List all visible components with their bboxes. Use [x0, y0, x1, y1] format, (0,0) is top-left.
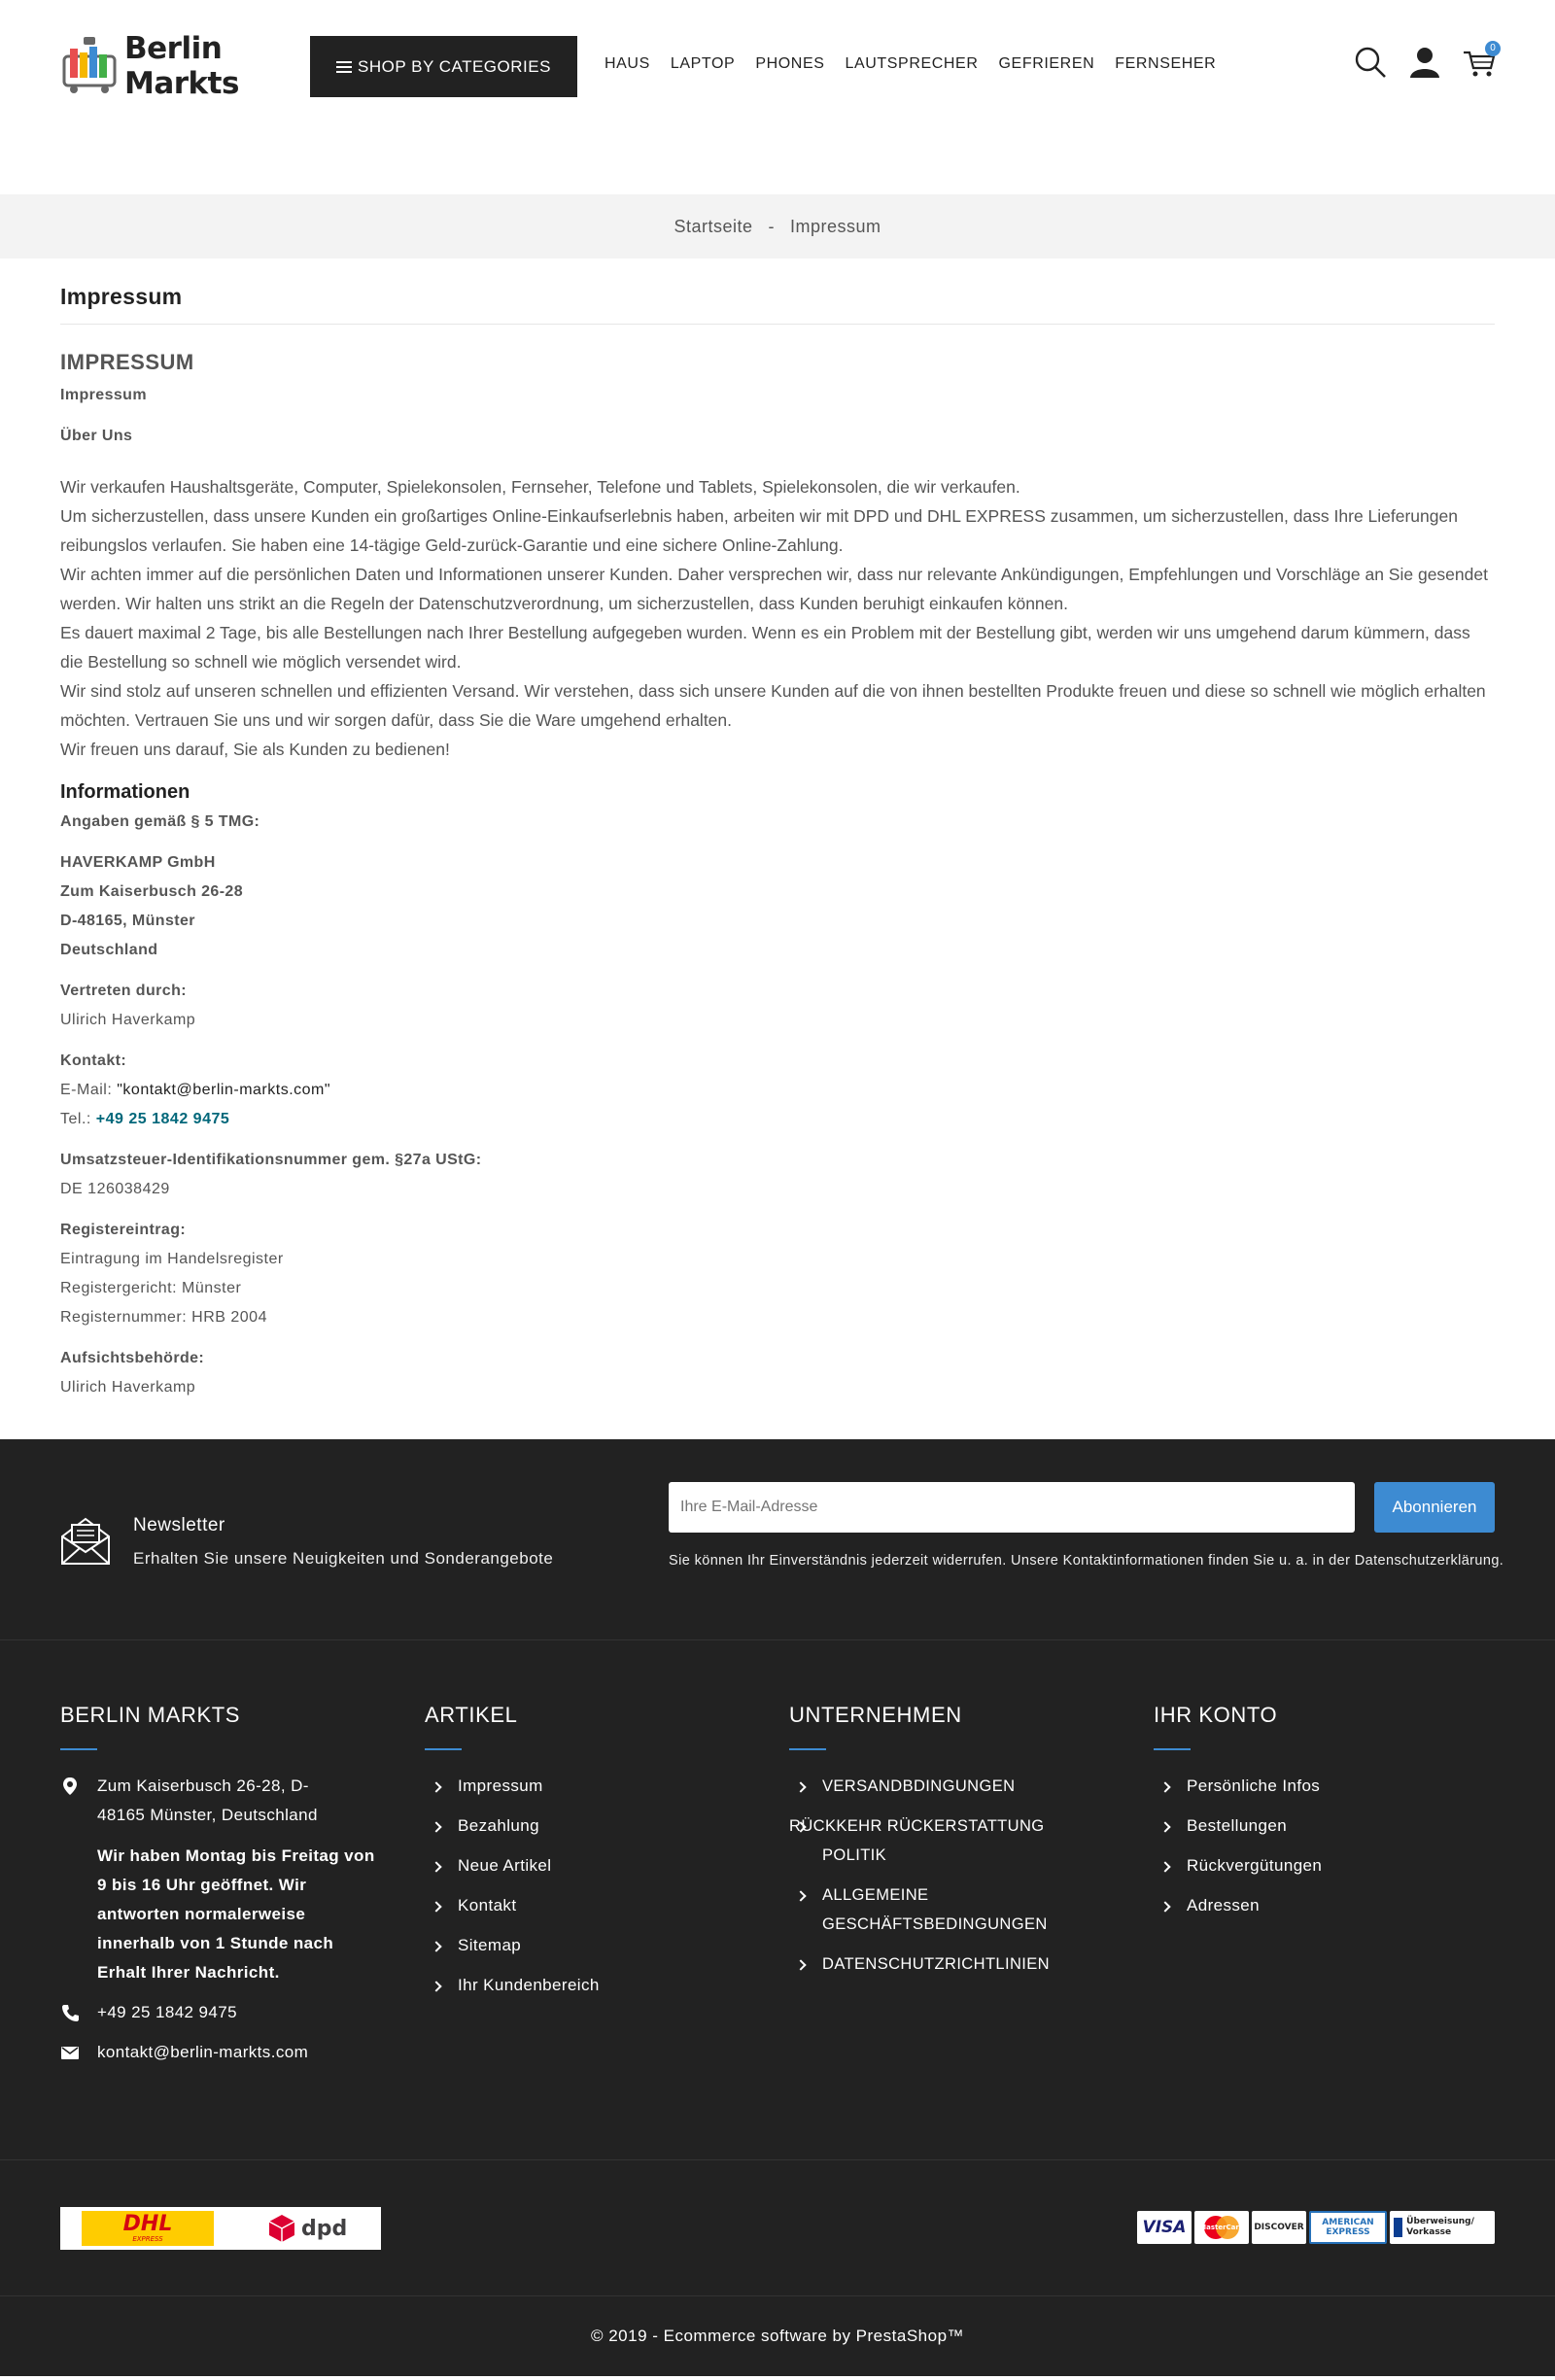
- cms-title: IMPRESSUM: [60, 350, 194, 374]
- about-paragraph: Um sicherzustellen, dass unsere Kunden ein großartiges Online-Einkaufserlebnis haben, arbeiten wir mit DPD und DHL EXPRESS zusammen, um sicherzustellen, dass Ihre Lieferungen reibungslos verlaufen. Sie haben eine 14-tägige Geld-zurück-Garantie und eine sichere Online-Zahlung.: [60, 506, 1458, 555]
- breadcrumb-current: Impressum: [790, 216, 881, 236]
- about-paragraph: Wir freuen uns darauf, Sie als Kunden zu bedienen!: [60, 740, 450, 759]
- footer-link-neue-artikel[interactable]: [425, 1851, 745, 1880]
- footer-link-label: Kontakt: [458, 1896, 517, 1914]
- bank-transfer-logo: [1390, 2211, 1495, 2244]
- newsletter-email-input[interactable]: [669, 1482, 1355, 1533]
- footer-link-label: Adressen: [1187, 1896, 1261, 1914]
- newsletter-legal-text: Sie können Ihr Einverständnis jederzeit widerrufen. Unsere Kontaktinformationen finden Sie u. a. in der Datenschutzerklärung.: [669, 1553, 1504, 1569]
- footer-store-title: BERLIN MARKTS: [60, 1703, 241, 1727]
- footer-link-sitemap[interactable]: [425, 1931, 745, 1960]
- footer-link-agb[interactable]: [789, 1880, 1110, 1939]
- represented-block: [60, 977, 1495, 1035]
- store-phone[interactable]: +49 25 1842 9475: [97, 2003, 237, 2021]
- cart-count-badge: 0: [1485, 41, 1501, 56]
- search-icon[interactable]: [1353, 45, 1388, 80]
- header-icons: [1353, 45, 1497, 80]
- footer-link-label: Neue Artikel: [458, 1856, 552, 1875]
- email-prefix: E-Mail:: [60, 1082, 118, 1098]
- footer-link-orders[interactable]: [1154, 1811, 1494, 1841]
- logo-text: Berlin Markts: [124, 31, 239, 101]
- site-footer: [0, 1640, 1555, 2160]
- company-line: D-48165, Münster: [60, 913, 195, 929]
- cms-subtitle: Impressum: [60, 387, 147, 403]
- payment-logos: [1137, 2211, 1495, 2244]
- footer-articles: [425, 1703, 745, 2011]
- register-line: Registernummer: HRB 2004: [60, 1309, 267, 1326]
- about-paragraph: Es dauert maximal 2 Tage, bis alle Bestellungen nach Ihrer Bestellung aufgegeben wurden. Wenn es ein Problem mit der Bestellung gibt, werden wir uns umgehend darum kümmern, dass die Bestellung so schnell wie möglich versendet wird.: [60, 623, 1470, 672]
- footer-link-label: Persönliche Infos: [1187, 1776, 1321, 1795]
- dpd-cube-icon: [268, 2214, 295, 2243]
- store-address: Zum Kaiserbusch 26-28, D-48165 Münster, Deutschland: [97, 1776, 318, 1824]
- store-phone-row: [60, 1998, 381, 2027]
- chevron-right-icon: [431, 1781, 441, 1792]
- register-block: [60, 1216, 1495, 1332]
- footer-link-label: RÜCKKEHR RÜCKERSTATTUNG POLITIK: [789, 1817, 1045, 1864]
- footer-link-label: DATENSCHUTZRICHTLINIEN: [822, 1955, 1050, 1973]
- footer-account-title: IHR KONTO: [1154, 1703, 1278, 1727]
- contact-block: [60, 1047, 1495, 1134]
- nav-item-phones[interactable]: PHONES: [755, 55, 825, 72]
- nav-item-fernseher[interactable]: FERNSEHER: [1115, 55, 1217, 72]
- register-line: Eintragung im Handelsregister: [60, 1251, 284, 1267]
- main-content: [0, 259, 1555, 1402]
- subscribe-button[interactable]: Abonnieren: [1374, 1482, 1495, 1533]
- footer-link-personal-info[interactable]: [1154, 1772, 1494, 1801]
- footer-account-list: [1154, 1772, 1494, 1920]
- company-line: Deutschland: [60, 942, 158, 958]
- dpd-logo: [268, 2214, 347, 2243]
- mastercard-label: MasterCard: [1199, 2224, 1244, 2231]
- categories-label: SHOP BY CATEGORIES: [358, 56, 551, 76]
- vat-value: DE 126038429: [60, 1181, 170, 1197]
- mail-icon: [60, 2043, 80, 2062]
- footer-link-label: Ihr Kundenbereich: [458, 1976, 600, 1994]
- chevron-right-icon: [1159, 1901, 1170, 1912]
- title-underline: [425, 1748, 462, 1750]
- about-paragraph: Wir achten immer auf die persönlichen Daten und Informationen unserer Kunden. Daher versprechen wir, dass nur relevante Ankündigungen, Empfehlungen und Vorschläge an Sie gesendet werden. Wir halten uns strikt an die Regeln der Datenschutzverordnung, um sicherzustellen, dass Kunden beruhigt einkaufen können.: [60, 565, 1488, 613]
- chevron-right-icon: [431, 1901, 441, 1912]
- email-link[interactable]: "kontakt@berlin-markts.com": [117, 1082, 331, 1098]
- mastercard-logo: [1194, 2211, 1249, 2244]
- title-underline: [789, 1748, 826, 1750]
- nav-item-laptop[interactable]: LAPTOP: [670, 55, 736, 72]
- logo[interactable]: [60, 31, 286, 101]
- company-address: [60, 848, 1495, 965]
- represented-name: Ulirich Haverkamp: [60, 1012, 196, 1028]
- contact-label: Kontakt:: [60, 1052, 127, 1069]
- chevron-right-icon: [1159, 1861, 1170, 1872]
- discover-logo: DISCOVER: [1252, 2211, 1306, 2244]
- register-line: Registergericht: Münster: [60, 1280, 242, 1296]
- footer-company-list: [789, 1772, 1110, 1979]
- footer-link-label: Bestellungen: [1187, 1816, 1288, 1835]
- about-text: [60, 472, 1495, 764]
- footer-company-title: UNTERNEHMEN: [789, 1703, 962, 1727]
- newsletter-title: Newsletter: [133, 1515, 225, 1535]
- chevron-right-icon: [795, 1781, 806, 1792]
- company-line: HAVERKAMP GmbH: [60, 854, 216, 871]
- tmg-label: Angaben gemäß § 5 TMG:: [60, 813, 260, 830]
- vat-label: Umsatzsteuer-Identifikationsnummer gem. §27a UStG:: [60, 1152, 482, 1168]
- about-paragraph: Wir verkaufen Haushaltsgeräte, Computer, Spielekonsolen, Fernseher, Telefone und Tablets, Spielekonsolen, die wir verkaufen.: [60, 477, 1020, 497]
- chevron-right-icon: [431, 1941, 441, 1951]
- copyright: © 2019 - Ecommerce software by PrestaShop™: [0, 2296, 1555, 2376]
- footer-articles-title: ARTIKEL: [425, 1703, 518, 1727]
- company-line: Zum Kaiserbusch 26-28: [60, 883, 244, 900]
- breadcrumb: [0, 194, 1555, 259]
- footer-link-kundenbereich[interactable]: [425, 1971, 745, 2000]
- main-nav: [605, 55, 1216, 73]
- dhl-logo: [82, 2211, 214, 2246]
- footer-link-rueckkehr[interactable]: [789, 1811, 1110, 1870]
- chevron-right-icon: [431, 1861, 441, 1872]
- authority-block: [60, 1344, 1495, 1402]
- footer-store-info: [60, 1703, 381, 2067]
- represented-label: Vertreten durch:: [60, 983, 187, 999]
- newsletter-subtitle: Erhalten Sie unsere Neuigkeiten und Sonderangebote: [133, 1549, 554, 1568]
- footer-link-label: ALLGEMEINE GESCHÄFTSBEDINGUNGEN: [822, 1886, 1048, 1933]
- footer-link-addresses[interactable]: [1154, 1891, 1494, 1920]
- tel-row: [60, 1105, 1495, 1134]
- footer-link-versand[interactable]: [789, 1772, 1110, 1801]
- cart-icon[interactable]: [1462, 45, 1497, 80]
- footer-link-label: Rückvergütungen: [1187, 1856, 1323, 1875]
- dhl-express-text: EXPRESS: [132, 2235, 163, 2243]
- info-heading: Informationen: [60, 781, 190, 803]
- store-email[interactable]: kontakt@berlin-markts.com: [97, 2043, 309, 2061]
- chevron-right-icon: [1159, 1821, 1170, 1832]
- footer-link-datenschutz[interactable]: [789, 1949, 1110, 1979]
- nav-item-lautsprecher[interactable]: LAUTSPRECHER: [845, 55, 979, 72]
- newsletter-section: [0, 1439, 1555, 1640]
- store-email-row: [60, 2038, 381, 2067]
- breadcrumb-separator: -: [768, 216, 776, 236]
- tel-link[interactable]: +49 25 1842 9475: [95, 1111, 230, 1127]
- breadcrumb-home[interactable]: Startseite: [674, 216, 753, 236]
- nav-item-haus[interactable]: HAUS: [605, 55, 650, 72]
- footer-bottom: [0, 2160, 1555, 2296]
- footer-link-kontakt[interactable]: [425, 1891, 745, 1920]
- footer-link-label: Sitemap: [458, 1936, 522, 1954]
- menu-icon: [336, 58, 352, 76]
- bank-transfer-icon: [1394, 2218, 1402, 2237]
- footer-account: [1154, 1703, 1494, 1931]
- vat-block: [60, 1146, 1495, 1204]
- page-title: Impressum: [60, 259, 1495, 325]
- title-underline: [60, 1748, 97, 1750]
- footer-link-label: Bezahlung: [458, 1816, 539, 1835]
- footer-link-label: Impressum: [458, 1776, 543, 1795]
- dhl-logo-text: DHL: [122, 2212, 173, 2236]
- store-contact: [60, 1772, 381, 2067]
- footer-link-bezahlung[interactable]: [425, 1811, 745, 1841]
- envelope-icon: [60, 1515, 111, 1566]
- title-underline: [1154, 1748, 1191, 1750]
- about-heading: Über Uns: [60, 428, 133, 444]
- visa-logo: VISA: [1137, 2211, 1192, 2244]
- store-hours: Wir haben Montag bis Freitag von 9 bis 16 Uhr geöffnet. Wir antworten normalerweise innerhalb von 1 Stunde nach Erhalt Ihrer Nachricht.: [97, 1846, 375, 1982]
- user-icon[interactable]: [1407, 45, 1442, 80]
- logo-icon: [60, 35, 119, 97]
- tel-prefix: Tel.:: [60, 1111, 96, 1127]
- chevron-right-icon: [795, 1890, 806, 1901]
- nav-item-gefrieren[interactable]: GEFRIEREN: [998, 55, 1095, 72]
- chevron-right-icon: [431, 1821, 441, 1832]
- carrier-logos: [60, 2207, 381, 2250]
- authority-name: Ulirich Haverkamp: [60, 1379, 196, 1396]
- footer-link-refunds[interactable]: [1154, 1851, 1494, 1880]
- shop-by-categories-button[interactable]: [310, 36, 577, 97]
- dpd-logo-text: dpd: [301, 2216, 348, 2241]
- phone-icon: [60, 2003, 80, 2022]
- chevron-right-icon: [1159, 1781, 1170, 1792]
- email-row: [60, 1076, 1495, 1105]
- authority-label: Aufsichtsbehörde:: [60, 1350, 205, 1366]
- bank-transfer-label: Überweisung/ Vorkasse: [1406, 2217, 1474, 2237]
- chevron-right-icon: [431, 1981, 441, 1991]
- footer-link-label: VERSANDBDINGUNGEN: [822, 1777, 1016, 1795]
- site-header: [0, 0, 1555, 194]
- about-paragraph: Wir sind stolz auf unseren schnellen und effizienten Versand. Wir verstehen, dass sich unsere Kunden auf die von ihnen bestellten Produkte freuen und diese so schnell wie möglich erhalten möchten. Vertrauen Sie uns und wir sorgen dafür, dass Sie die Ware umgehend erhalten.: [60, 681, 1486, 730]
- footer-link-impressum[interactable]: [425, 1772, 745, 1801]
- store-address-row: [60, 1772, 381, 1830]
- footer-company: [789, 1703, 1110, 1989]
- map-pin-icon: [60, 1776, 80, 1796]
- chevron-right-icon: [795, 1959, 806, 1970]
- register-label: Registereintrag:: [60, 1222, 187, 1238]
- footer-articles-list: [425, 1772, 745, 2000]
- amex-logo: AMERICAN EXPRESS: [1309, 2211, 1387, 2244]
